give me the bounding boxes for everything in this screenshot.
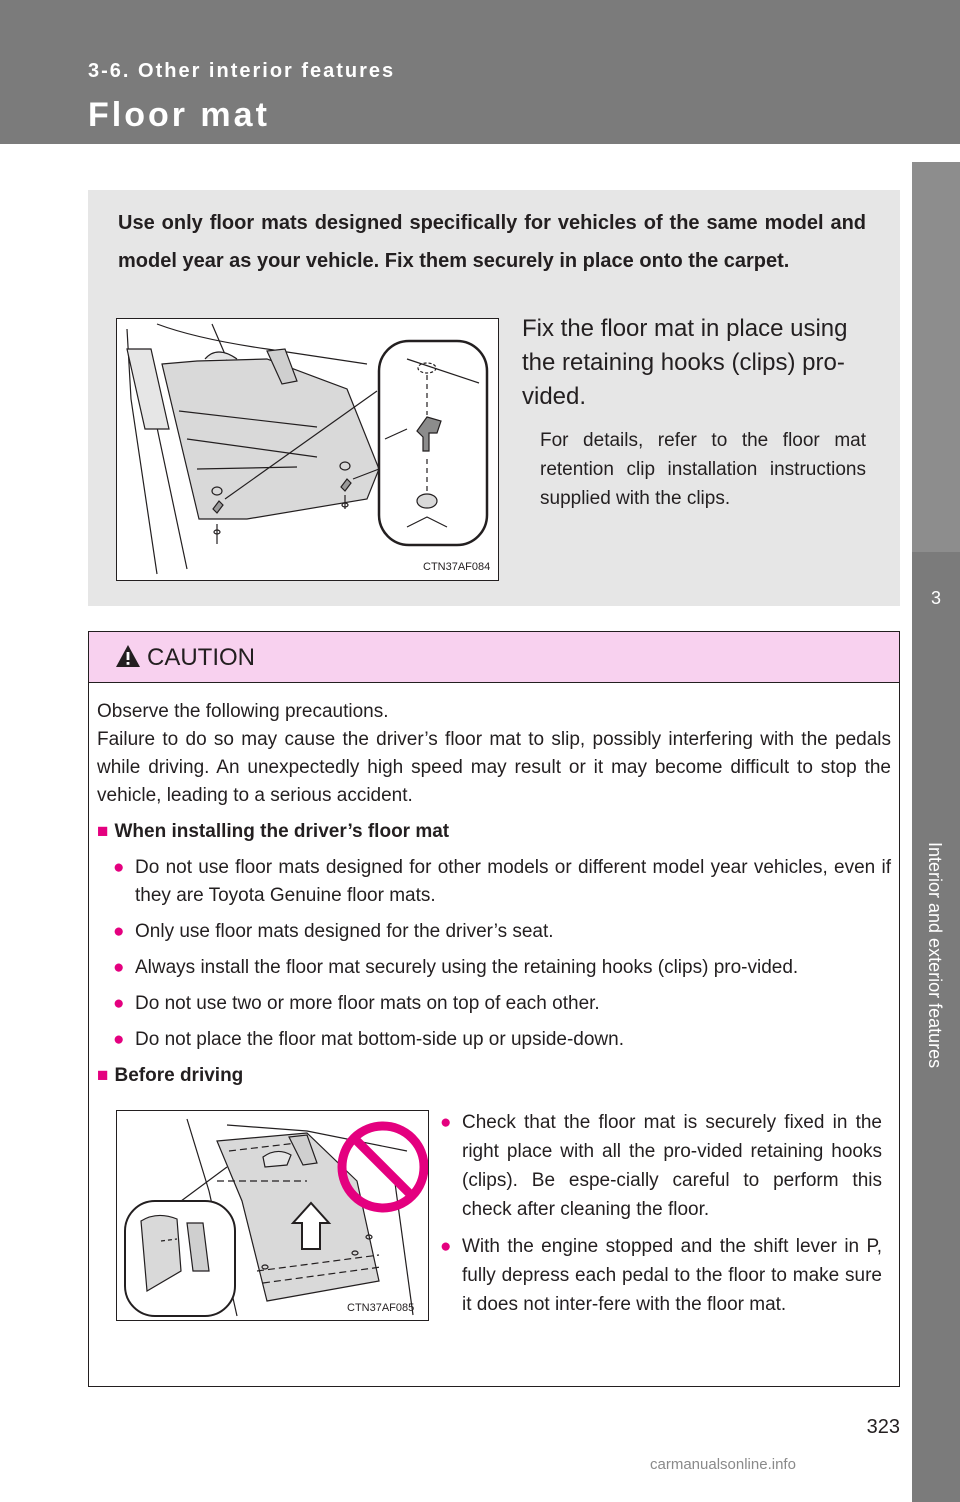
circle-bullet-icon: ● <box>113 857 125 878</box>
caution-header <box>89 632 899 683</box>
intro-text: Use only floor mats designed specifically for vehicles of the same model and model year as your vehicle. Fix them securely in place onto the carpet. <box>118 212 866 272</box>
list-item-text: Do not use two or more floor mats on top of each other. <box>135 993 600 1014</box>
circle-bullet-icon: ● <box>440 1112 452 1133</box>
watermark-link[interactable]: carmanualsonline.info <box>650 1456 796 1473</box>
page-title: Floor mat <box>88 96 270 134</box>
subhead-before-driving <box>97 1062 891 1090</box>
chapter-side-tab[interactable] <box>912 162 960 1502</box>
circle-bullet-icon: ● <box>440 1236 452 1257</box>
list-item <box>440 1232 882 1319</box>
intro-box <box>88 190 900 606</box>
list-item <box>97 954 891 982</box>
list-item <box>97 854 891 910</box>
list-item-text: Do not use floor mats designed for other models or different model year vehicles, even if they are Toyota Genuine floor mats. <box>135 857 891 906</box>
warning-triangle-icon <box>115 644 141 668</box>
list-item <box>97 918 891 946</box>
list-item-text: Do not place the floor mat bottom-side up or upside-down. <box>135 1029 624 1050</box>
figure-code: CTN37AF085 <box>347 1302 415 1314</box>
circle-bullet-icon: ● <box>113 1029 125 1050</box>
caution-body <box>97 698 891 1098</box>
caution-intro: Observe the following precautions. <box>97 701 389 722</box>
circle-bullet-icon: ● <box>113 957 125 978</box>
chapter-number: 3 <box>930 588 941 608</box>
circle-bullet-icon: ● <box>113 921 125 942</box>
list-item-text: With the engine stopped and the shift lever in P, fully depress each pedal to the floor to make sure it does not inter-fere with the floor mat. <box>462 1236 882 1315</box>
mat-check-illustration <box>116 1110 429 1321</box>
chapter-title: Interior and exterior features <box>925 842 945 1069</box>
list-item-text: Check that the floor mat is securely fixed in the right place with all the pro-vided retaining hooks (clips). Be espe-cially careful to perform this check after cleaning the floor. <box>462 1112 882 1220</box>
caution-title: CAUTION <box>147 644 255 671</box>
caution-warning: Failure to do so may cause the driver’s floor mat to slip, possibly interfering with the pedals while driving. An unexpectedly high speed may result or it may become difficult to stop the vehicle, leading to a serious accident. <box>97 729 891 806</box>
detail-instruction: For details, refer to the floor mat retention clip installation instructions supplied with the clips. <box>540 430 866 509</box>
prohibition-icon <box>342 1126 424 1208</box>
before-driving-list <box>440 1108 882 1327</box>
list-item <box>97 1026 891 1054</box>
list-item-text: Only use floor mats designed for the driver’s seat. <box>135 921 554 942</box>
side-tab-shade <box>912 162 960 552</box>
mat-check-drawing <box>117 1111 428 1320</box>
square-bullet-icon: ■ <box>97 821 109 842</box>
section-label: 3-6. Other interior features <box>88 60 396 82</box>
list-item-text: Always install the floor mat securely using the retaining hooks (clips) pro-vided. <box>135 957 799 978</box>
square-bullet-icon: ■ <box>97 1065 109 1086</box>
figure-code: CTN37AF084 <box>423 561 491 573</box>
list-item <box>440 1108 882 1224</box>
subhead-installing-label: When installing the driver’s floor mat <box>114 821 450 842</box>
subhead-before-driving-label: Before driving <box>114 1065 244 1086</box>
circle-bullet-icon: ● <box>113 993 125 1014</box>
floor-mat-hook-drawing <box>117 319 498 580</box>
list-item <box>97 990 891 1018</box>
floor-mat-hook-illustration <box>116 318 499 581</box>
subhead-installing <box>97 818 891 846</box>
page-number: 323 <box>866 1416 900 1438</box>
fix-instruction: Fix the floor mat in place using the retaining hooks (clips) pro-vided. <box>522 315 848 410</box>
page-header <box>0 0 960 144</box>
